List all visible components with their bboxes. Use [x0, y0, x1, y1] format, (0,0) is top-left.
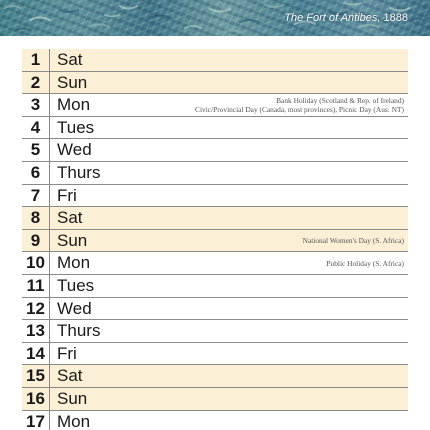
- holiday-note: Public Holiday (S. Africa): [326, 258, 404, 268]
- day-name: Mon: [57, 95, 91, 115]
- day-name: Fri: [57, 185, 77, 205]
- day-row[interactable]: [22, 185, 408, 208]
- day-name: Thurs: [57, 321, 101, 341]
- day-number: 4: [22, 117, 50, 139]
- day-row[interactable]: [22, 365, 408, 388]
- day-name: Sun: [57, 72, 88, 92]
- day-row[interactable]: [22, 139, 408, 162]
- day-number: 16: [22, 388, 50, 410]
- day-number: 3: [22, 94, 50, 116]
- day-number: 1: [22, 49, 50, 71]
- day-name: Thurs: [57, 162, 101, 182]
- day-number: 11: [22, 275, 50, 297]
- day-row[interactable]: [22, 162, 408, 185]
- holiday-note: Bank Holiday (Scotland & Rep. of Ireland): [276, 95, 404, 105]
- day-row[interactable]: [22, 230, 408, 253]
- day-number: 13: [22, 320, 50, 342]
- day-name: Tues: [57, 117, 95, 137]
- day-number: 5: [22, 139, 50, 161]
- day-number: 10: [22, 252, 50, 274]
- holiday-note: National Women's Day (S. Africa): [302, 236, 404, 246]
- day-row[interactable]: [22, 94, 408, 117]
- day-name: Mon: [57, 411, 91, 430]
- day-row[interactable]: [22, 320, 408, 343]
- day-number: 7: [22, 185, 50, 207]
- day-row[interactable]: [22, 411, 408, 430]
- day-row[interactable]: [22, 117, 408, 140]
- day-name: Sat: [57, 50, 83, 69]
- holiday-note: Civic/Provincial Day (Canada, most provinces), Picnic Day (Aus: NT): [195, 104, 404, 114]
- day-name: Sun: [57, 388, 88, 408]
- day-number: 6: [22, 162, 50, 184]
- painting-caption: [284, 12, 408, 24]
- day-row[interactable]: [22, 207, 408, 230]
- day-row[interactable]: [22, 298, 408, 321]
- day-number: 2: [22, 72, 50, 94]
- day-name: Wed: [57, 140, 92, 160]
- day-number: 14: [22, 343, 50, 365]
- calendar-day-list: [22, 49, 408, 430]
- day-name: Wed: [57, 298, 92, 318]
- day-name: Sat: [57, 366, 83, 386]
- day-row[interactable]: [22, 72, 408, 95]
- holiday-notes: [326, 252, 404, 274]
- day-name: Mon: [57, 253, 91, 273]
- holiday-notes: [195, 94, 404, 116]
- day-name: Sun: [57, 230, 88, 250]
- day-row[interactable]: [22, 388, 408, 411]
- painting-year: 1888: [380, 12, 408, 24]
- day-row[interactable]: [22, 49, 408, 72]
- day-number: 9: [22, 230, 50, 252]
- day-name: Fri: [57, 343, 77, 363]
- holiday-notes: [303, 230, 404, 252]
- day-number: 8: [22, 207, 50, 229]
- painting-title: The Fort of Antibes,: [284, 12, 381, 24]
- day-row[interactable]: [22, 343, 408, 366]
- day-number: 15: [22, 365, 50, 387]
- day-number: 12: [22, 298, 50, 320]
- day-name: Sat: [57, 208, 83, 228]
- painting-banner: [0, 0, 430, 36]
- day-row[interactable]: [22, 275, 408, 298]
- day-name: Tues: [57, 275, 95, 295]
- day-number: 17: [22, 411, 50, 430]
- day-row[interactable]: [22, 252, 408, 275]
